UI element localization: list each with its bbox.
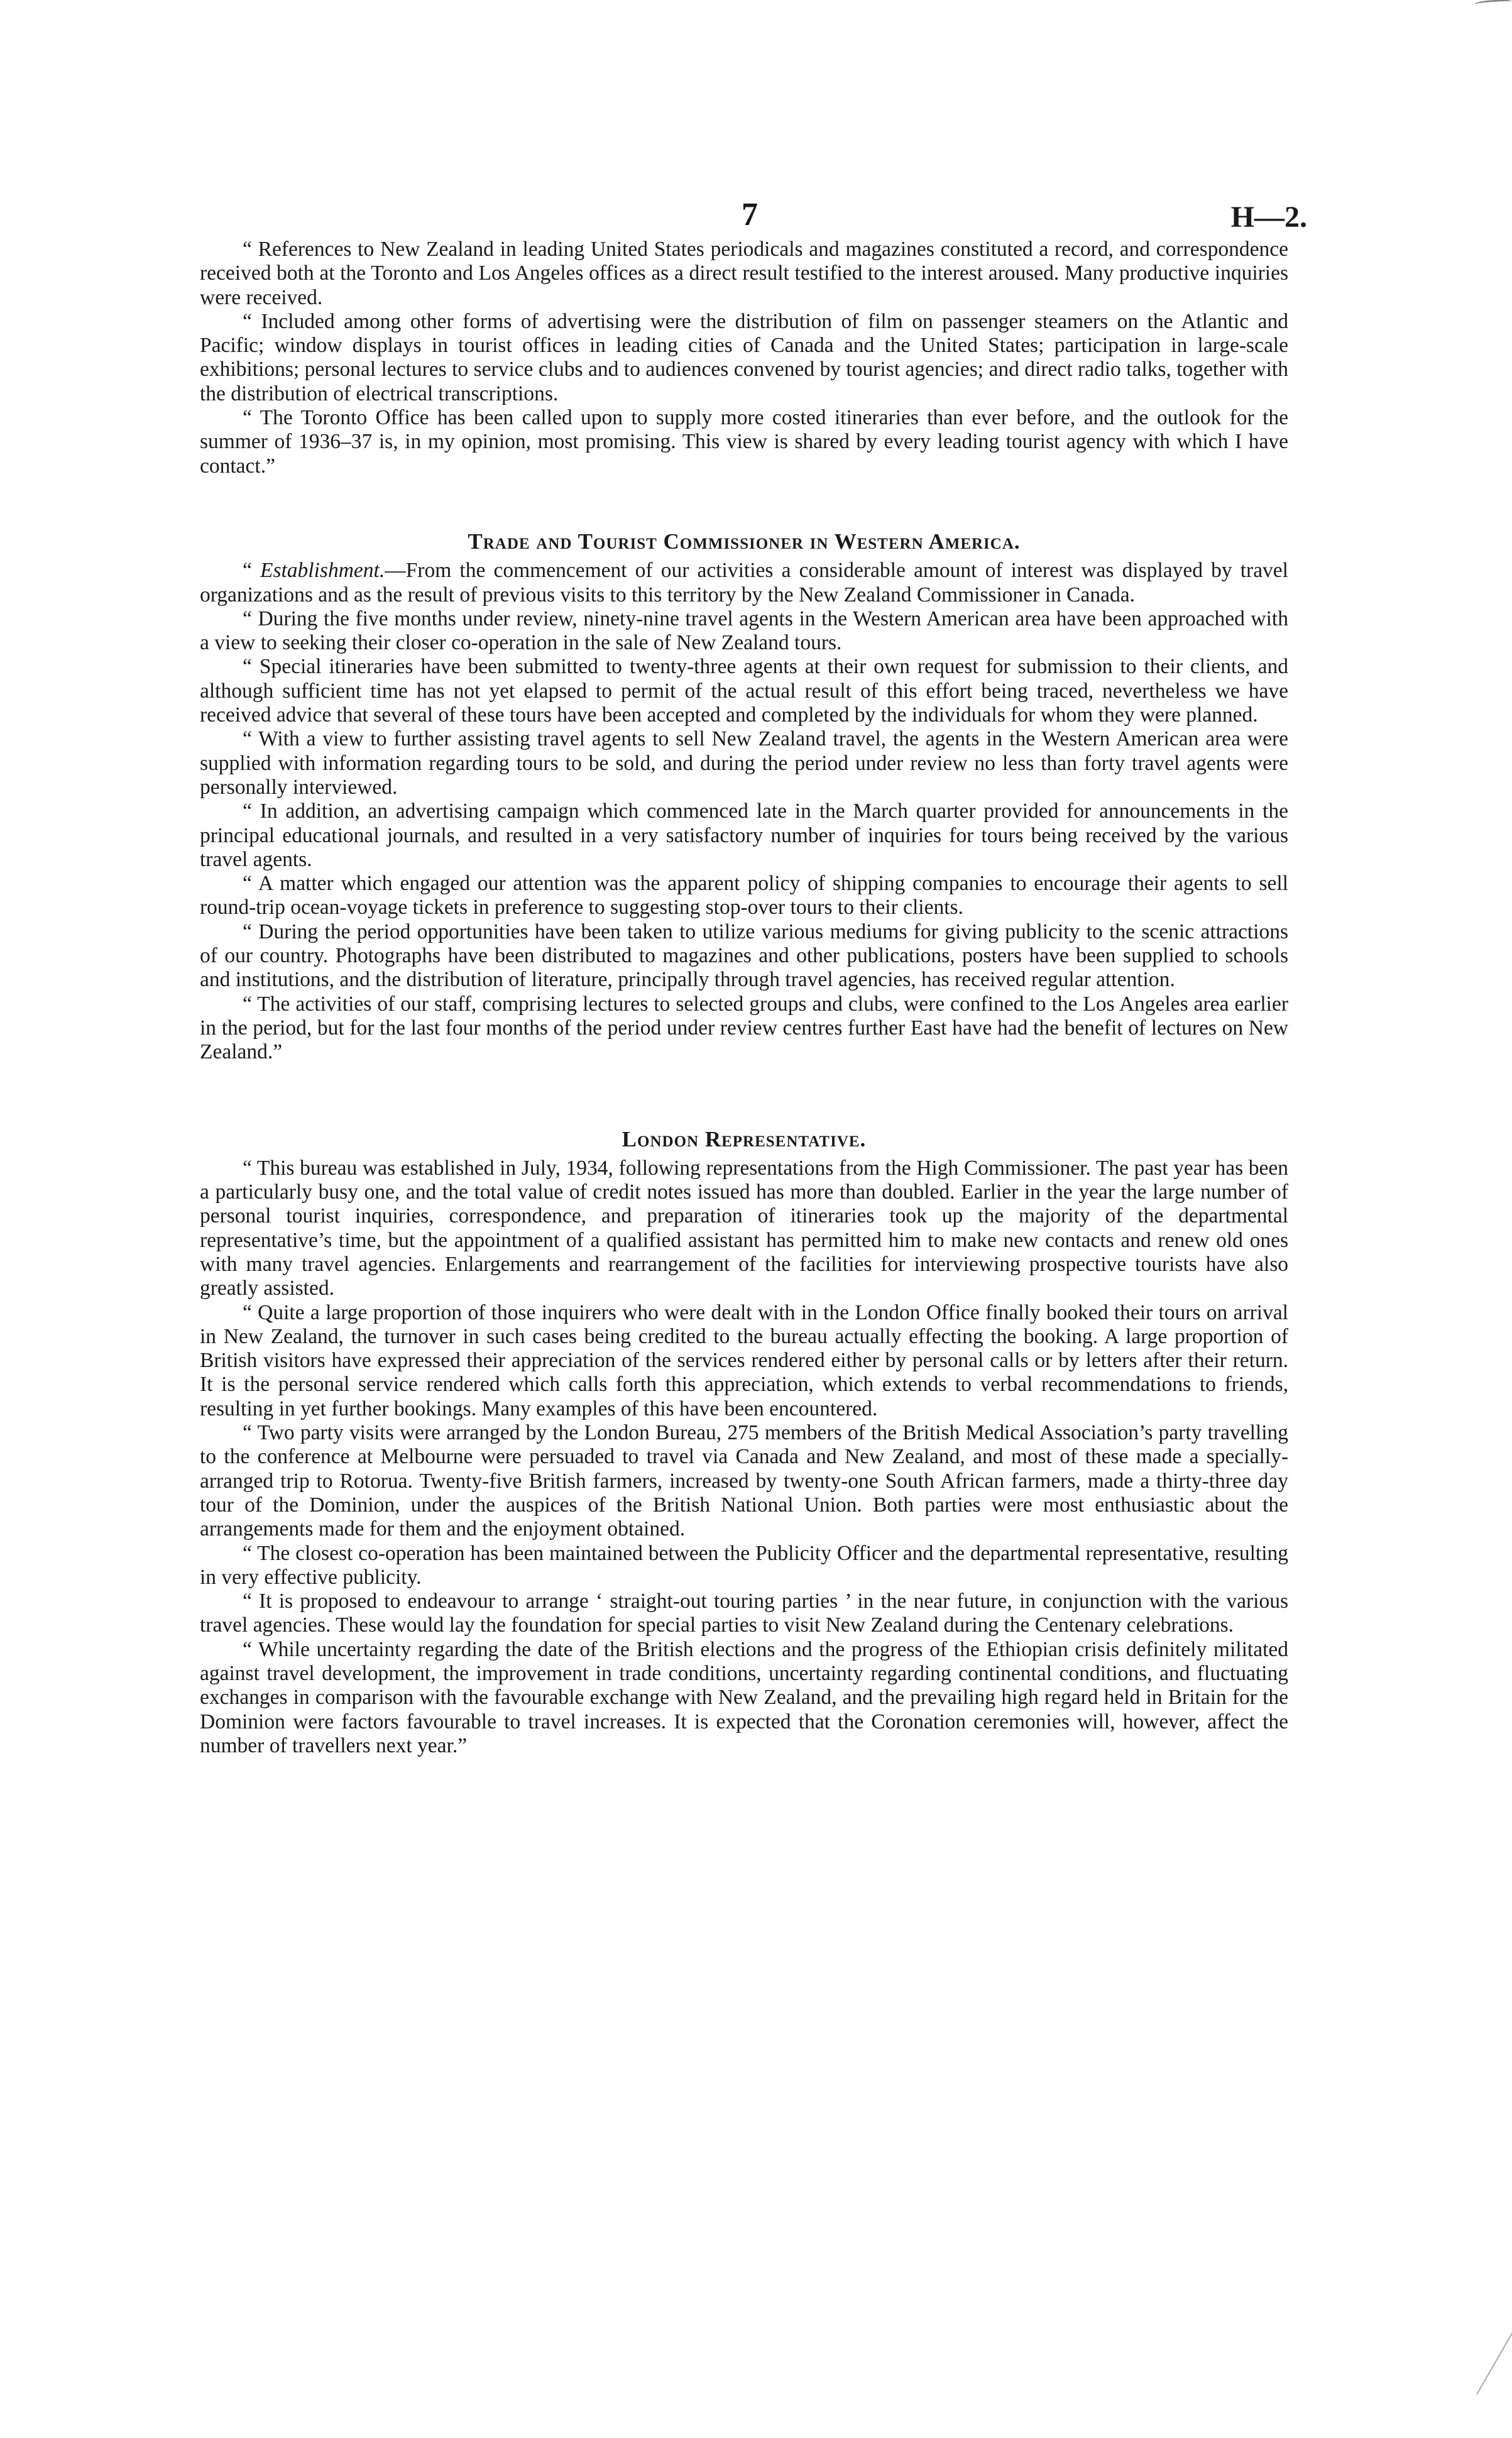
paragraph: “ It is proposed to endeavour to arrange ‘ straight-out touring parties ’ in the near future, in conjunction with the various travel agencies. These would lay the foundation for special parties to visit New Zealand during the Centenary celebrations. <box>200 1590 1288 1637</box>
paragraph-lead: Establishment. <box>260 559 385 583</box>
document-body <box>200 238 1288 1758</box>
section-heading: Trade and Tourist Commissioner in Western America. <box>468 529 1021 554</box>
section-toronto-continued <box>200 238 1288 478</box>
paragraph: “ Establishment.—From the commencement of our activities a considerable amount of interest was displayed by travel organizations and as the result of previous visits to this territory by the New Zealand Commissioner in Canada. <box>200 559 1288 607</box>
paragraph: “ Two party visits were arranged by the London Bureau, 275 members of the British Medical Association’s party travelling to the conference at Melbourne were persuaded to travel via Canada and New Zealand, and most of these made a specially-arranged trip to Rotorua. Twenty-five British farmers, increased by twenty-one South African farmers, made a thirty-three day tour of the Dominion, under the auspices of the British National Union. Both parties were most enthusiastic about the arrangements made for them and the enjoyment obtained. <box>200 1421 1288 1541</box>
paragraph: “ The activities of our staff, comprising lectures to selected groups and clubs, were confined to the Los Angeles area earlier in the period, but for the last four months of the period under review centres further East have had the benefit of lectures on New Zealand.” <box>200 992 1288 1064</box>
page-number: 7 <box>742 197 758 233</box>
paragraph: “ References to New Zealand in leading United States periodicals and magazines constituted a record, and correspondence received both at the Toronto and Los Angeles offices as a direct result testified to the interest aroused. Many productive inquiries were received. <box>200 238 1288 309</box>
paragraph-text: —From the commencement of our activities a considerable amount of interest was displayed by travel organizations and as the result of previous visits to this territory by the New Zealand Commissioner in Canada. <box>200 559 1288 607</box>
scan-artifact <box>1474 0 1512 7</box>
paragraph: “ In addition, an advertising campaign which commenced late in the March quarter provided for announcements in the principal educational journals, and resulted in a very satisfactory number of inquiries for tours being received by the various travel agents. <box>200 799 1288 871</box>
paragraph: “ The closest co-operation has been maintained between the Publicity Officer and the departmental representative, resulting in very effective publicity. <box>200 1541 1288 1589</box>
scan-artifact-line <box>1476 2318 1512 2395</box>
paragraph: “ During the period opportunities have been taken to utilize various mediums for giving publicity to the scenic attractions of our country. Photographs have been distributed to magazines and other publications, posters have been supplied to schools and institutions, and the distribution of literature, principally through travel agencies, has received regular attention. <box>200 920 1288 992</box>
paragraph: “ The Toronto Office has been called upon to supply more costed itineraries than ever before, and the outlook for the summer of 1936–37 is, in my opinion, most promising. This view is shared by every leading tourist agency with which I have contact.” <box>200 406 1288 478</box>
paragraph: “ With a view to further assisting travel agents to sell New Zealand travel, the agents in the Western American area were supplied with information regarding tours to be sold, and during the period under review no less than forty travel agents were personally interviewed. <box>200 727 1288 799</box>
section-london <box>200 1128 1288 1759</box>
paragraph: “ Special itineraries have been submitted to twenty-three agents at their own request for submission to their clients, and although sufficient time has not yet elapsed to permit of the actual result of this effort being traced, nevertheless we have received advice that several of these tours have been accepted and completed by the individuals for whom they were planned. <box>200 655 1288 727</box>
paragraph: “ Included among other forms of advertising were the distribution of film on passenger steamers on the Atlantic and Pacific; window displays in tourist offices in leading cities of Canada and the United States; participation in large-scale exhibitions; personal lectures to service clubs and to audiences convened by tourist agencies; and direct radio talks, together with the distribution of electrical transcriptions. <box>200 309 1288 405</box>
paragraph: “ This bureau was established in July, 1934, following representations from the High Commissioner. The past year has been a particularly busy one, and the total value of credit notes issued has more than doubled. Earlier in the year the large number of personal tourist inquiries, correspondence, and preparation of itineraries took up the majority of the departmental representative’s time, but the appointment of a qualified assistant has permitted him to make new contacts and renew old ones with many travel agencies. Enlargements and rearrangement of the facilities for interviewing prospective tourists have also greatly assisted. <box>200 1156 1288 1300</box>
paragraph: “ While uncertainty regarding the date of the British elections and the progress of the Ethiopian crisis definitely militated against travel development, the improvement in trade conditions, uncertainty regarding continental conditions, and fluctuating exchanges in comparison with the favourable exchange with New Zealand, and the prevailing high regard held in Britain for the Dominion were factors favourable to travel increases. It is expected that the Coronation ceremonies will, however, affect the number of travellers next year.” <box>200 1637 1288 1757</box>
paragraph: “ A matter which engaged our attention was the apparent policy of shipping companies to encourage their agents to sell round-trip ocean-voyage tickets in preference to suggesting stop-over tours to their clients. <box>200 872 1288 920</box>
section-heading: London Representative. <box>622 1126 867 1151</box>
paragraph: “ Quite a large proportion of those inquirers who were dealt with in the London Office finally booked their tours on arrival in New Zealand, the turnover in such cases being credited to the bureau actually effecting the booking. A large proportion of British visitors have expressed their appreciation of the services rendered either by personal calls or by letters after their return. It is the personal service rendered which calls forth this appreciation, which extends to verbal recommendations to friends, resulting in yet further bookings. Many examples of this have been encountered. <box>200 1300 1288 1420</box>
paragraph: “ During the five months under review, ninety-nine travel agents in the Western American area have been approached with a view to seeking their closer co-operation in the sale of New Zealand tours. <box>200 607 1288 655</box>
section-western-america <box>200 530 1288 1065</box>
document-reference: H—2. <box>1230 200 1307 234</box>
